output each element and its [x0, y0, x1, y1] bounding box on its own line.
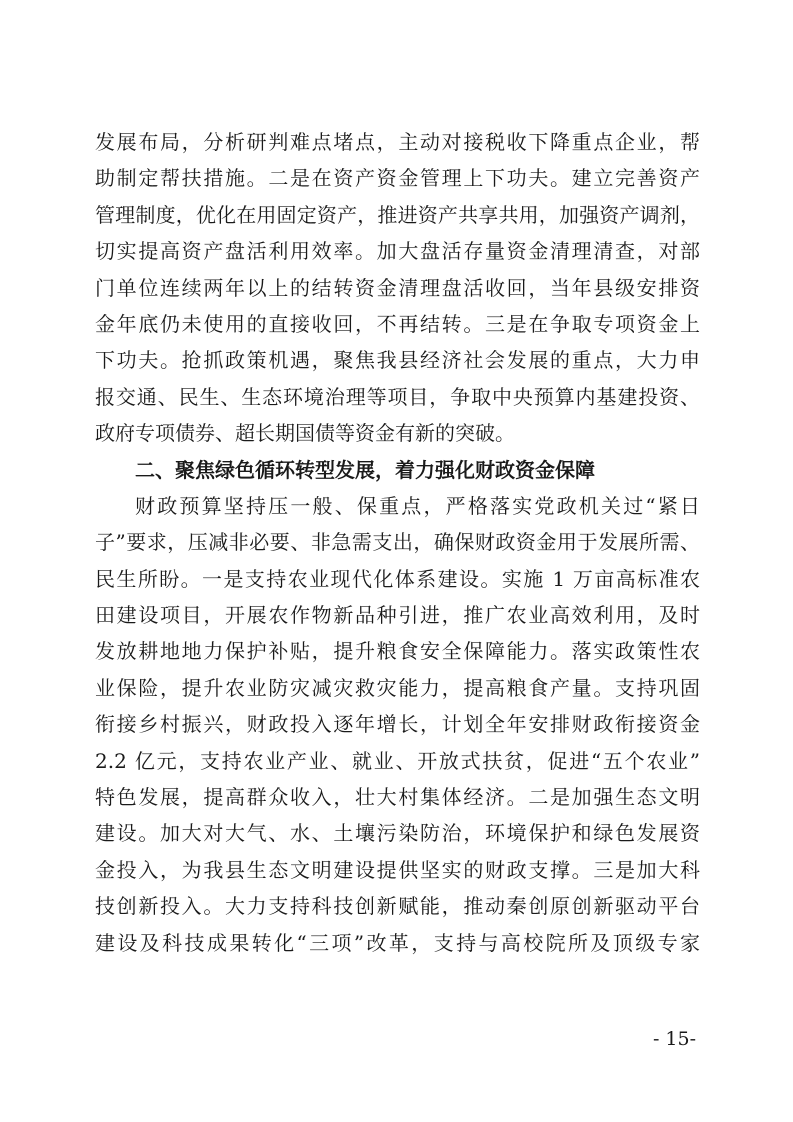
- text-line: 金年底仍未使用的直接收回，不再结转。三是在争取专项资金上: [95, 311, 700, 336]
- text-line: 下功夫。抢抓政策机遇，聚焦我县经济社会发展的重点，大力申: [95, 348, 700, 373]
- text-line: 衔接乡村振兴，财政投入逐年增长，计划全年安排财政衔接资金: [95, 712, 700, 737]
- text-line: 发展布局，分析研判难点堵点，主动对接税收下降重点企业，帮: [95, 130, 700, 154]
- text-line: 子”要求，压减非必要、非急需支出，确保财政资金用于发展所需、: [95, 530, 700, 555]
- text-line: 切实提高资产盘活利用效率。加大盘活存量资金清理清查，对部: [95, 239, 700, 264]
- text-line: 管理制度，优化在用固定资产，推进资产共享共用，加强资产调剂，: [95, 202, 700, 227]
- text-line: 建设。加大对大气、水、土壤污染防治，环境保护和绿色发展资: [95, 821, 700, 846]
- text-line: 民生所盼。一是支持农业现代化体系建设。实施 1 万亩高标准农: [95, 566, 700, 591]
- text-line: 报交通、民生、生态环境治理等项目，争取中央预算内基建投资、: [95, 384, 700, 409]
- page-number: - 15-: [652, 1028, 696, 1050]
- text-line: 2.2 亿元，支持农业产业、就业、开放式扶贫，促进“五个农业”: [95, 748, 700, 773]
- text-line: 技创新投入。大力支持科技创新赋能，推动秦创原创新驱动平台: [95, 894, 700, 919]
- text-line: 建设及科技成果转化“三项”改革，支持与高校院所及顶级专家: [95, 930, 700, 955]
- text-line: 金投入，为我县生态文明建设提供坚实的财政支撑。三是加大科: [95, 857, 700, 882]
- section-heading: 二、聚焦绿色循环转型发展，着力强化财政资金保障: [135, 457, 595, 482]
- text-line: 田建设项目，开展农作物新品种引进，推广农业高效利用，及时: [95, 603, 700, 628]
- text-line: 特色发展，提高群众收入，壮大村集体经济。二是加强生态文明: [95, 785, 700, 810]
- text-line: 门单位连续两年以上的结转资金清理盘活收回，当年县级安排资: [95, 275, 700, 300]
- text-line: 助制定帮扶措施。二是在资产资金管理上下功夫。建立完善资产: [95, 166, 700, 191]
- body-text: [95, 124, 700, 961]
- text-line: 政府专项债券、超长期国债等资金有新的突破。: [95, 421, 515, 446]
- text-line: 发放耕地地力保护补贴，提升粮食安全保障能力。落实政策性农: [95, 639, 700, 664]
- text-line: 业保险，提升农业防灾减灾救灾能力，提高粮食产量。支持巩固: [95, 675, 700, 700]
- text-line: 财政预算坚持压一般、保重点，严格落实党政机关过“紧日: [135, 493, 700, 518]
